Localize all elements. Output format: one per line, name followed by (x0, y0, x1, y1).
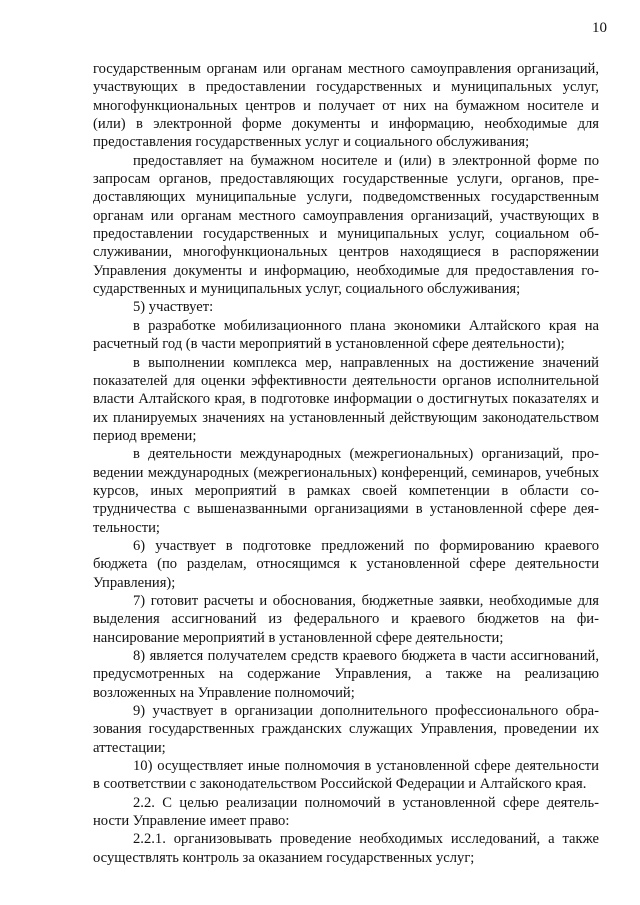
paragraph-item-9: 9) участвует в организации дополнительного профессионального образования государственных гражданских служащих Управления, проведении их аттестации; (93, 703, 599, 756)
page-number: 10 (592, 20, 607, 36)
document-body (93, 60, 599, 867)
paragraph: предоставляет на бумажном носителе и (или) в электронной форме по запросам органов, предоставляющих государственные услуги, органов, предоставляющих муниципальные услуги, подведомственных государственным органам или органам местного самоуправления организаций, участвующих в предоставлении государственных и муниципальных услуг, социальном обслуживании, многофункциональных центров находящиеся в распоряжении Управления документы и информацию, необходимые для предоставления государственных и муниципальных услуг, социального обслуживания; (93, 152, 599, 298)
paragraph-item-10: 10) осуществляет иные полномочия в установленной сфере деятельности в соответствии с законодательством Российской Федерации и Алтайского края. (93, 758, 599, 793)
paragraph-item-6: 6) участвует в подготовке предложений по формированию краевого бюджета (по разделам, относящимся к установленной сфере деятельности Управления); (93, 537, 599, 591)
paragraph-item-5: 5) участвует: (133, 299, 214, 316)
paragraph-item-7: 7) готовит расчеты и обоснования, бюджетные заявки, необходимые для выделения ассигнований из федерального и краевого бюджетов на финансирование мероприятий в установленной сфере деятельности; (93, 592, 599, 646)
paragraph: в деятельности международных (межрегиональных) организаций, проведении международных (межрегиональных) конференций, семинаров, учебных курсов, иных мероприятий в рамках своей компетенции в области сотрудничества с вышеназванными организациями в установленной сфере деятельности; (93, 446, 599, 536)
paragraph-section-2-2-1: 2.2.1. организовывать проведение необходимых исследований, а также осуществлять контроль за оказанием государственных услуг; (93, 831, 599, 866)
paragraph-item-8: 8) является получателем средств краевого бюджета в части ассигнований, предусмотренных на содержание Управления, а также на реализацию возложенных на Управление полномочий; (93, 648, 599, 701)
paragraph: в выполнении комплекса мер, направленных на достижение значений показателей для оценки эффективности деятельности органов исполнительной власти Алтайского края, в подготовке информации о достигнутых показателях и их планируемых значениях на установленный действующим законодательством период времени; (93, 354, 599, 444)
paragraph: в разработке мобилизационного плана экономики Алтайского края на расчетный год (в части мероприятий в установленной сфере деятельности); (93, 317, 599, 353)
paragraph-section-2-2: 2.2. С целью реализации полномочий в установленной сфере деятельности Управление имеет право: (93, 794, 599, 830)
paragraph-continuation: государственным органам или органам местного самоуправления организаций, участвующих в предоставлении государственных и муниципальных услуг, многофункциональных центров и получает от них на бумажном носителе и (или) в электронной форме документы и информацию, необходимые для предоставления государственных услуг и социального обслуживания; (93, 61, 599, 151)
